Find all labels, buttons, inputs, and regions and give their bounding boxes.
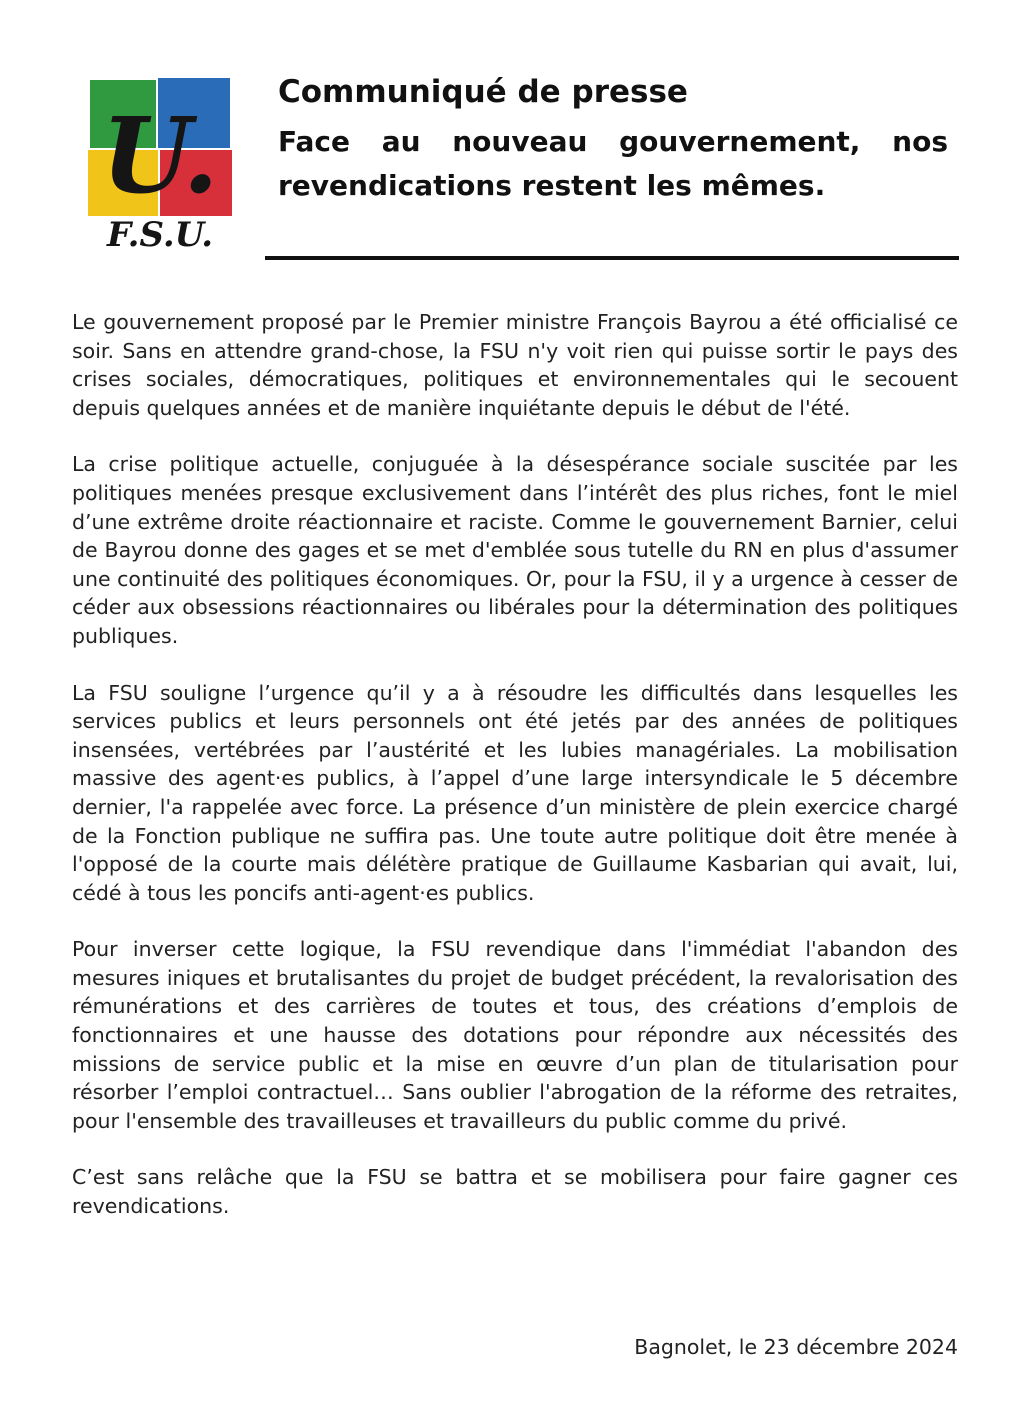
logo-initial: U. [101, 94, 219, 217]
body-paragraph: Pour inverser cette logique, la FSU revendique dans l'immédiat l'abandon des mesures iniques et brutalisantes du projet de budget précédent, la revalorisation des rémunérations et des carrières de toutes et tous, des créations d’emplois de fonctionnaires et une hausse des dotations pour répondre aux nécessités des missions de service public et la mise en œuvre d’un plan de titularisation pour résorber l’emploi contractuel… Sans oublier l'abrogation de la réforme des retraites, pour l'ensemble des travailleuses et travailleurs du public comme du privé. [72, 937, 958, 1133]
body-paragraph: Le gouvernement proposé par le Premier ministre François Bayrou a été officialisé ce soir. Sans en attendre grand-chose, la FSU n'y voit rien qui puisse sortir le pays des crises sociales, démocratiques, politiques et environnementales qui le secouent depuis quelques années et de manière inquiétante depuis le début de l'été. [72, 310, 958, 420]
header [278, 72, 948, 208]
fsu-logo [80, 74, 240, 254]
logo-acronym: F.S.U. [106, 215, 214, 254]
fsu-logo-graphic [80, 74, 240, 254]
body-paragraph: C’est sans relâche que la FSU se battra et se mobilisera pour faire gagner ces revendications. [72, 1165, 958, 1219]
document-type-title: Communiqué de presse [278, 74, 688, 110]
body-paragraph: La FSU souligne l’urgence qu’il y a à résoudre les difficultés dans lesquelles les services publics et leurs personnels ont été jetés par des années de politiques insensées, vertébrées par l’austérité et les lubies managériales. La mobilisation massive des agent·es publics, à l’appel d’une large intersyndicale le 5 décembre dernier, l'a rappelée avec force. La présence d’un ministère de plein exercice chargé de la Fonction publique ne suffira pas. Une toute autre politique doit être menée à l'opposé de la courte mais délétère pratique de Guillaume Kasbarian qui avait, lui, cédé à tous les poncifs anti-agent·es publics. [72, 680, 958, 905]
body-paragraph: La crise politique actuelle, conjuguée à la désespérance sociale suscitée par les politiques menées presque exclusivement dans l’intérêt des plus riches, font le miel d’une extrême droite réactionnaire et raciste. Comme le gouvernement Barnier, celui de Bayrou donne des gages et se met d'emblée sous tutelle du RN en plus d'assumer une continuité des politiques économiques. Or, pour la FSU, il y a urgence à cesser de céder aux obsessions réactionnaires ou libérales pour la détermination des politiques publiques. [72, 452, 958, 648]
place-and-date: Bagnolet, le 23 décembre 2024 [634, 1335, 958, 1359]
press-release-body [72, 308, 958, 1249]
header-divider [265, 256, 959, 260]
press-release-headline: Face au nouveau gouvernement, nos revendications restent les mêmes. [278, 125, 948, 202]
